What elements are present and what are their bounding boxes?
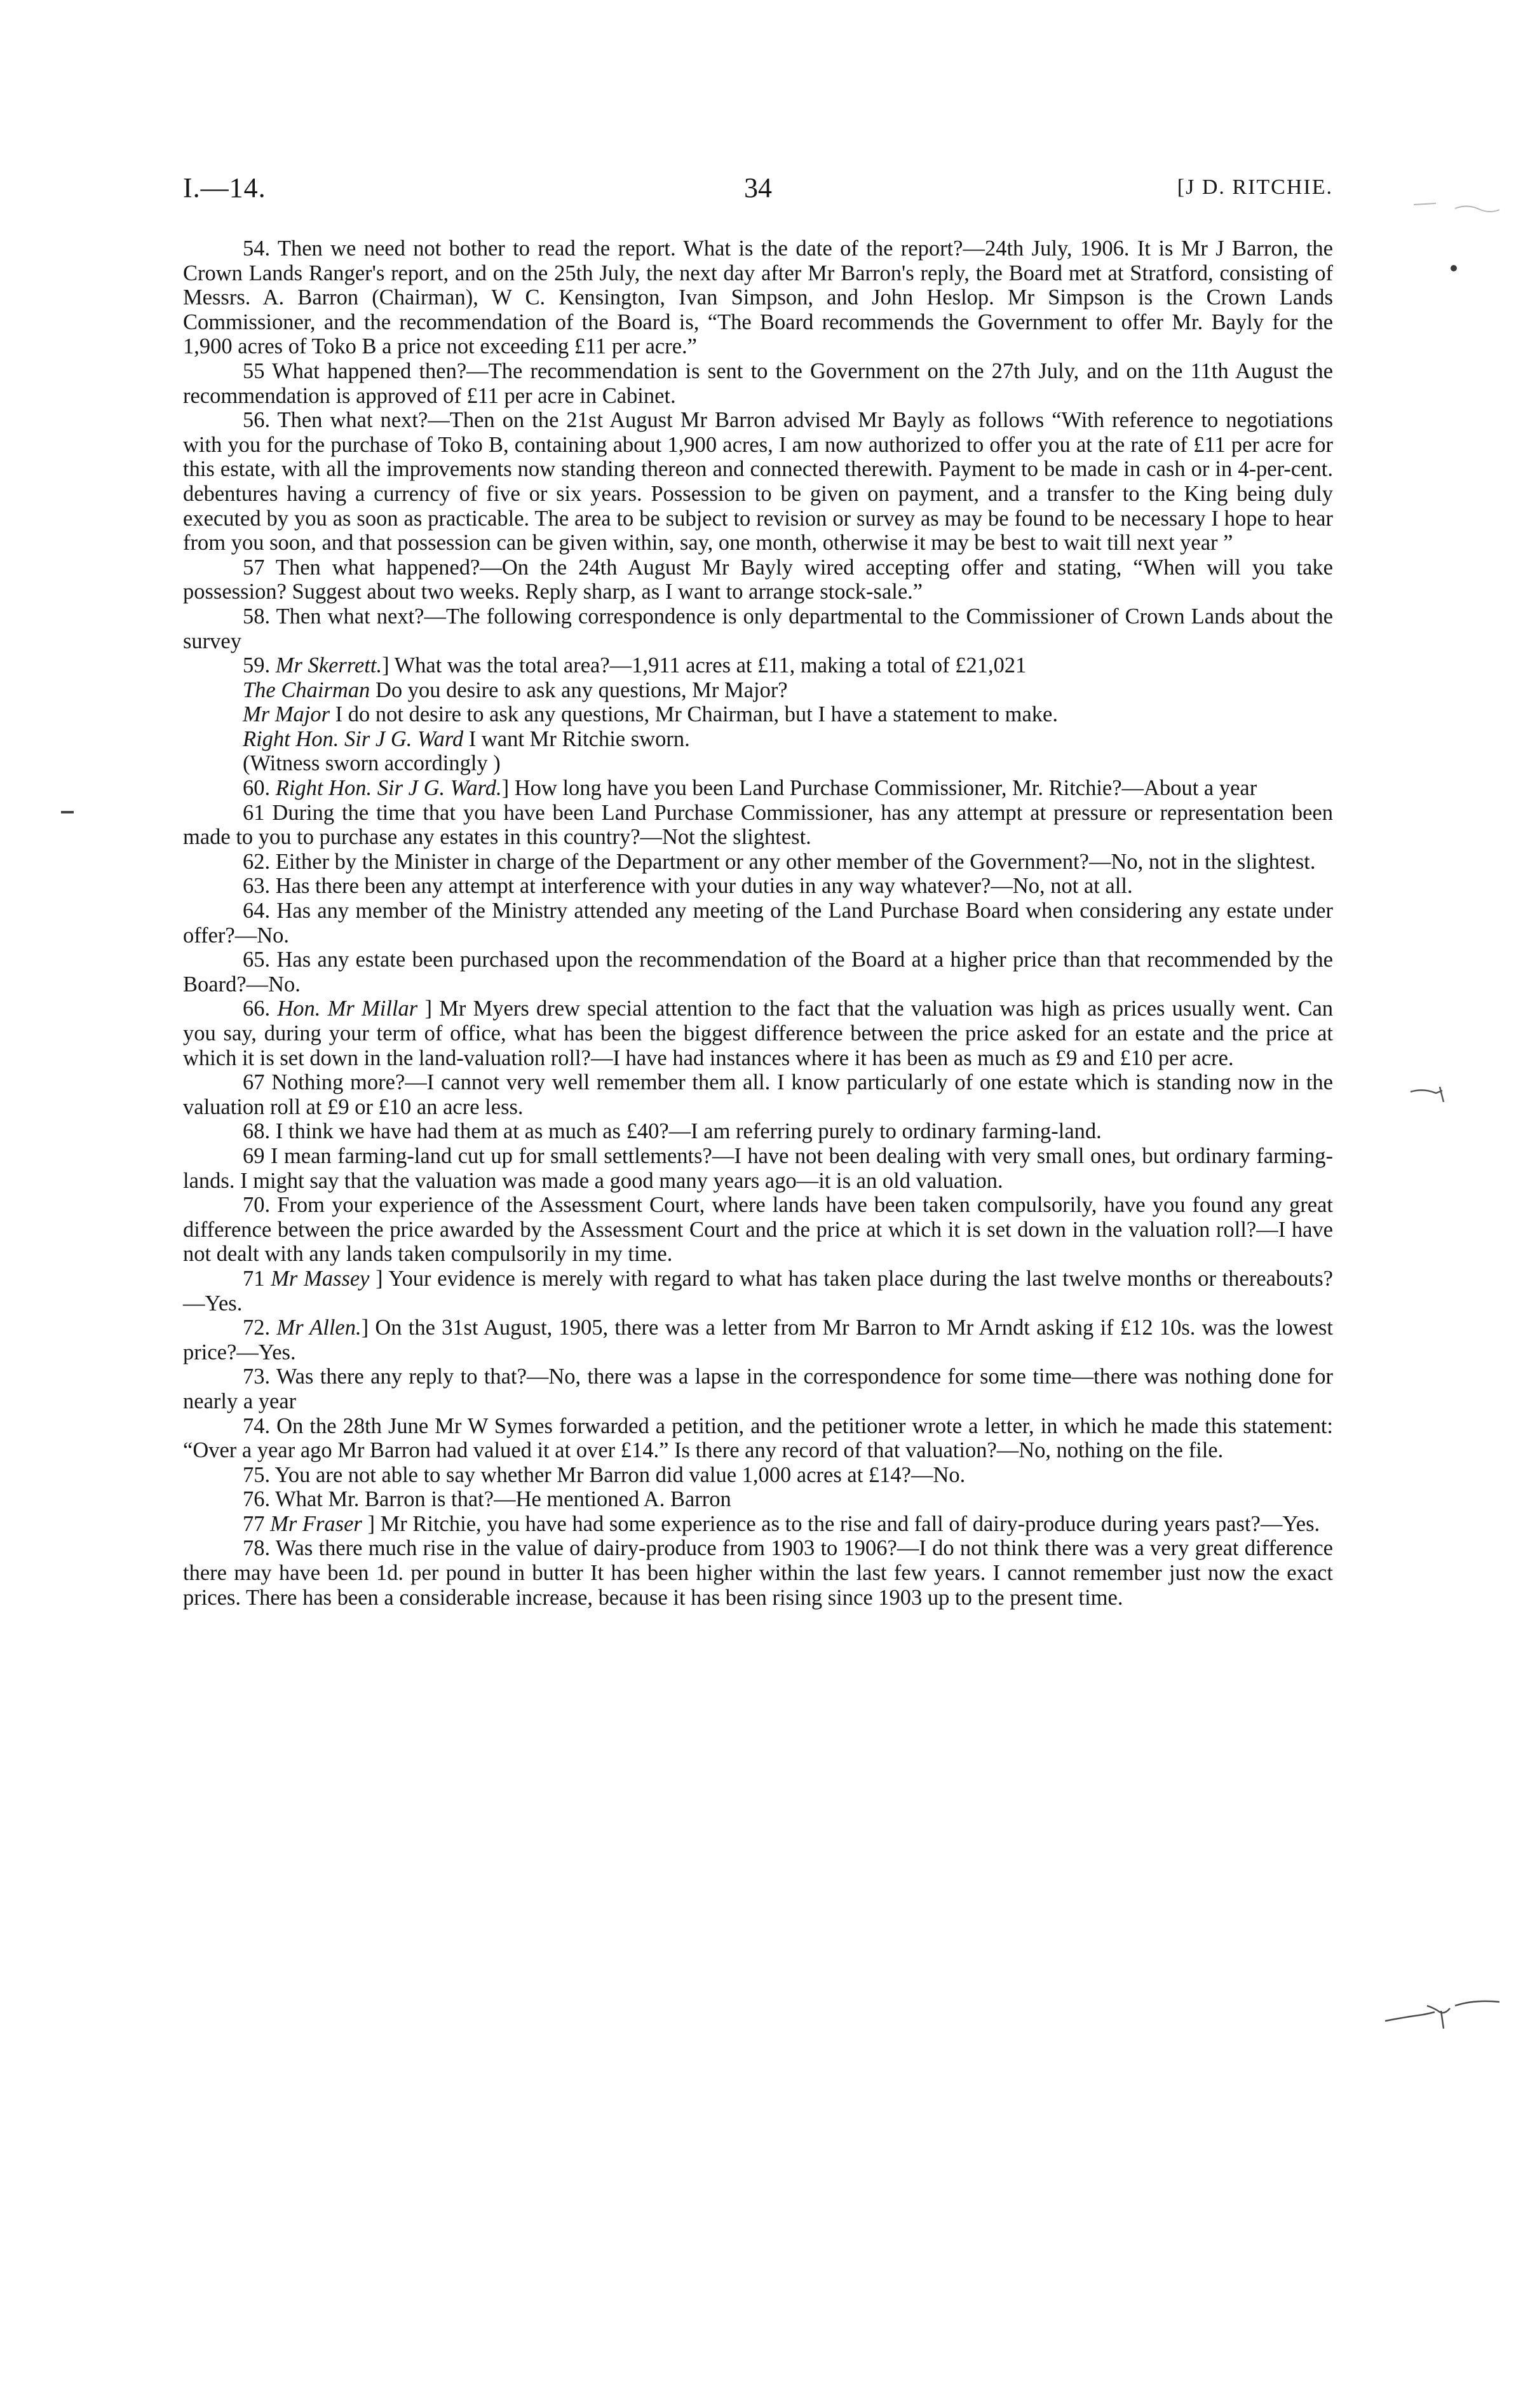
speaker-name: Mr Major — [243, 702, 330, 727]
paragraph-text: ] Mr Myers drew special attention to the fact that the valuation was high as prices usually went. Can you say, during your term of office, what has been the biggest difference between the price asked for an estate and the price at which it is set down in the land-valuation roll?—I have had instances where it has been as much as £9 and £10 per acre. — [183, 997, 1334, 1070]
witness-name: [J D. RITCHIE. — [1177, 175, 1333, 199]
evidence-paragraph — [183, 1193, 1333, 1267]
paragraph-text: 57 Then what happened?—On the 24th August Mr Bayly wired accepting offer and stating, “When will you take possession? Suggest about two weeks. Reply sharp, as I want to arrange stock-sale.” — [183, 555, 1333, 604]
paragraph-text: 55 What happened then?—The recommendation is sent to the Government on the 27th July, and on the 11th August the recommendation is approved of £11 per acre in Cabinet. — [183, 358, 1333, 408]
paragraph-text: I do not desire to ask any questions, Mr Chairman, but I have a statement to make. — [330, 702, 1058, 727]
paragraph-text: 78. Was there much rise in the value of dairy-produce from 1903 to 1906?—I do not think there was a very great difference there may have been 1d. per pound in butter It has been higher within the last few years. I cannot remember just now the exact prices. There has been a considerable increase, because it has been rising since 1903 up to the present time. — [183, 1536, 1333, 1610]
speaker-name: Mr Fraser — [270, 1511, 362, 1536]
evidence-paragraph — [183, 1070, 1333, 1119]
evidence-paragraph — [183, 1414, 1333, 1463]
page-number: 34 — [744, 172, 772, 203]
speaker-name: Right Hon. Sir J G. Ward. — [275, 776, 502, 801]
margin-dot — [1447, 262, 1460, 275]
document-body — [183, 236, 1333, 1610]
evidence-paragraph — [183, 1463, 1333, 1488]
evidence-paragraph — [183, 1267, 1333, 1316]
evidence-paragraph — [183, 801, 1333, 850]
evidence-paragraph — [183, 604, 1333, 653]
evidence-paragraph — [183, 874, 1333, 899]
evidence-paragraph — [183, 727, 1333, 752]
paragraph-number: 77 — [243, 1511, 271, 1536]
evidence-paragraph — [183, 997, 1333, 1070]
paragraph-number: 59. — [243, 653, 276, 678]
margin-scribble-middle — [1404, 1074, 1480, 1112]
evidence-paragraph — [183, 702, 1333, 727]
evidence-paragraph — [183, 948, 1333, 997]
evidence-paragraph — [183, 359, 1333, 408]
page-header — [183, 172, 1333, 210]
margin-scribble-bottom — [1379, 1989, 1506, 2040]
paragraph-text: ] On the 31st August, 1905, there was a letter from Mr Barron to Mr Arndt asking if £12 10s. was the lowest price?—Yes. — [183, 1316, 1333, 1364]
paragraph-text: ] Mr Ritchie, you have had some experience as to the rise and fall of dairy-produce during years past?—Yes. — [362, 1511, 1320, 1536]
speaker-name: Mr Massey — [271, 1266, 370, 1291]
evidence-paragraph — [183, 1119, 1333, 1144]
evidence-paragraph — [183, 1487, 1333, 1512]
paragraph-number: 66. — [243, 997, 278, 1021]
paragraph-text: 61 During the time that you have been Land Purchase Commissioner, has any attempt at pressure or representation been made to you to purchase any estates in this country?—Not the slightest. — [183, 800, 1333, 850]
paragraph-text: 75. You are not able to say whether Mr Barron did value 1,000 acres at £14?—No. — [243, 1462, 966, 1487]
evidence-paragraph — [183, 850, 1333, 874]
margin-scribble-top — [1411, 191, 1506, 229]
evidence-paragraph — [183, 653, 1333, 678]
paragraph-text: 64. Has any member of the Ministry attended any meeting of the Land Purchase Board when considering any estate under offer?—No. — [183, 899, 1333, 948]
paragraph-text: 74. On the 28th June Mr W Symes forwarded a petition, and the petitioner wrote a letter, in which he made this statement: “Over a year ago Mr Barron had valued it at over £14.” Is there any record of that valuation?—No, nothing on the file. — [183, 1413, 1333, 1463]
document-reference: I.—14. — [183, 172, 266, 203]
paragraph-text: 76. What Mr. Barron is that?—He mentioned A. Barron — [243, 1487, 731, 1512]
paragraph-number: 71 — [243, 1266, 271, 1291]
evidence-paragraph — [183, 776, 1333, 801]
paragraph-text: 65. Has any estate been purchased upon the recommendation of the Board at a higher price than that recommended by the Board?—No. — [183, 948, 1333, 997]
paragraph-text: 58. Then what next?—The following correspondence is only departmental to the Commissioner of Crown Lands about the survey — [183, 604, 1333, 653]
paragraph-number: 72. — [243, 1316, 277, 1340]
evidence-paragraph — [183, 678, 1333, 703]
paragraph-text: ] What was the total area?—1,911 acres at £11, making a total of £21,021 — [382, 653, 1027, 678]
evidence-paragraph — [183, 1512, 1333, 1537]
evidence-paragraph — [183, 1144, 1333, 1193]
speaker-name: The Chairman — [243, 677, 370, 702]
paragraph-text: 63. Has there been any attempt at interference with your duties in any way whatever?—No, not at all. — [243, 874, 1133, 899]
paragraph-text: ] How long have you been Land Purchase Commissioner, Mr. Ritchie?—About a year — [501, 776, 1257, 801]
paragraph-text: 67 Nothing more?—I cannot very well remember them all. I know particularly of one estate which is standing now in the valuation roll at £9 or £10 an acre less. — [183, 1070, 1333, 1119]
paragraph-text: (Witness sworn accordingly ) — [243, 751, 501, 776]
speaker-name: Mr Skerrett. — [275, 653, 382, 678]
paragraph-text: 54. Then we need not bother to read the report. What is the date of the report?—24th July, 1906. It is Mr J Barron, the Crown Lands Ranger's report, and on the 25th July, the next day after Mr Barron's reply, the Board met at Stratford, consisting of Messrs. A. Barron (Chairman), W C. Kensington, Ivan Simpson, and John Heslop. Mr Simpson is the Crown Lands Commissioner, and the recommendation of the Board is, “The Board recommends the Government to offer Mr. Bayly for the 1,900 acres of Toko B a price not exceeding £11 per acre.” — [183, 236, 1333, 359]
paragraph-text: 70. From your experience of the Assessment Court, where lands have been taken compulsorily, have you found any great difference between the price awarded by the Assessment Court and the price at which it is set down in the valuation roll?—I have not dealt with any lands taken compulsorily in my time. — [183, 1193, 1333, 1267]
paragraph-text: I want Mr Ritchie sworn. — [463, 726, 690, 751]
evidence-paragraph — [183, 1364, 1333, 1413]
speaker-name: Hon. Mr Millar — [277, 997, 418, 1021]
margin-dash-left — [58, 807, 78, 817]
paragraph-text: 73. Was there any reply to that?—No, there was a lapse in the correspondence for some time—there was nothing done for nearly a year — [183, 1364, 1333, 1413]
evidence-paragraph — [183, 236, 1333, 359]
paragraph-text: 56. Then what next?—Then on the 21st August Mr Barron advised Mr Bayly as follows “With reference to negotiations with you for the purchase of Toko B, containing about 1,900 acres, I am now authorized to offer you at the rate of £11 per acre for this estate, with all the improvements now standing thereon and connected therewith. Payment to be made in cash or in 4-per-cent. debentures having a currency of five or six years. Possession to be given on payment, and a transfer to the King being duly executed by you as soon as practicable. The area to be subject to revision or survey as may be found to be necessary I hope to hear from you soon, and that possession can be given within, say, one month, otherwise it may be best to wait till next year ” — [183, 408, 1333, 555]
evidence-paragraph — [183, 751, 1333, 776]
speaker-name: Mr Allen. — [276, 1316, 362, 1340]
evidence-paragraph — [183, 408, 1333, 555]
paragraph-number: 60. — [243, 776, 276, 801]
evidence-paragraph — [183, 555, 1333, 604]
speaker-name: Right Hon. Sir J G. Ward — [243, 726, 464, 751]
evidence-paragraph — [183, 1316, 1333, 1364]
evidence-paragraph — [183, 1536, 1333, 1610]
paragraph-text: ] Your evidence is merely with regard to what has taken place during the last twelve months or thereabouts?—Yes. — [183, 1266, 1333, 1316]
paragraph-text: 69 I mean farming-land cut up for small settlements?—I have not been dealing with very small ones, but ordinary farming-lands. I might say that the valuation was made a good many years ago—it is an old valuation. — [183, 1143, 1333, 1193]
paragraph-text: 62. Either by the Minister in charge of the Department or any other member of the Government?—No, not in the slightest. — [243, 849, 1316, 874]
paragraph-text: Do you desire to ask any questions, Mr Major? — [370, 677, 788, 702]
evidence-paragraph — [183, 899, 1333, 948]
paragraph-text: 68. I think we have had them at as much as £40?—I am referring purely to ordinary farming-land. — [243, 1119, 1102, 1144]
